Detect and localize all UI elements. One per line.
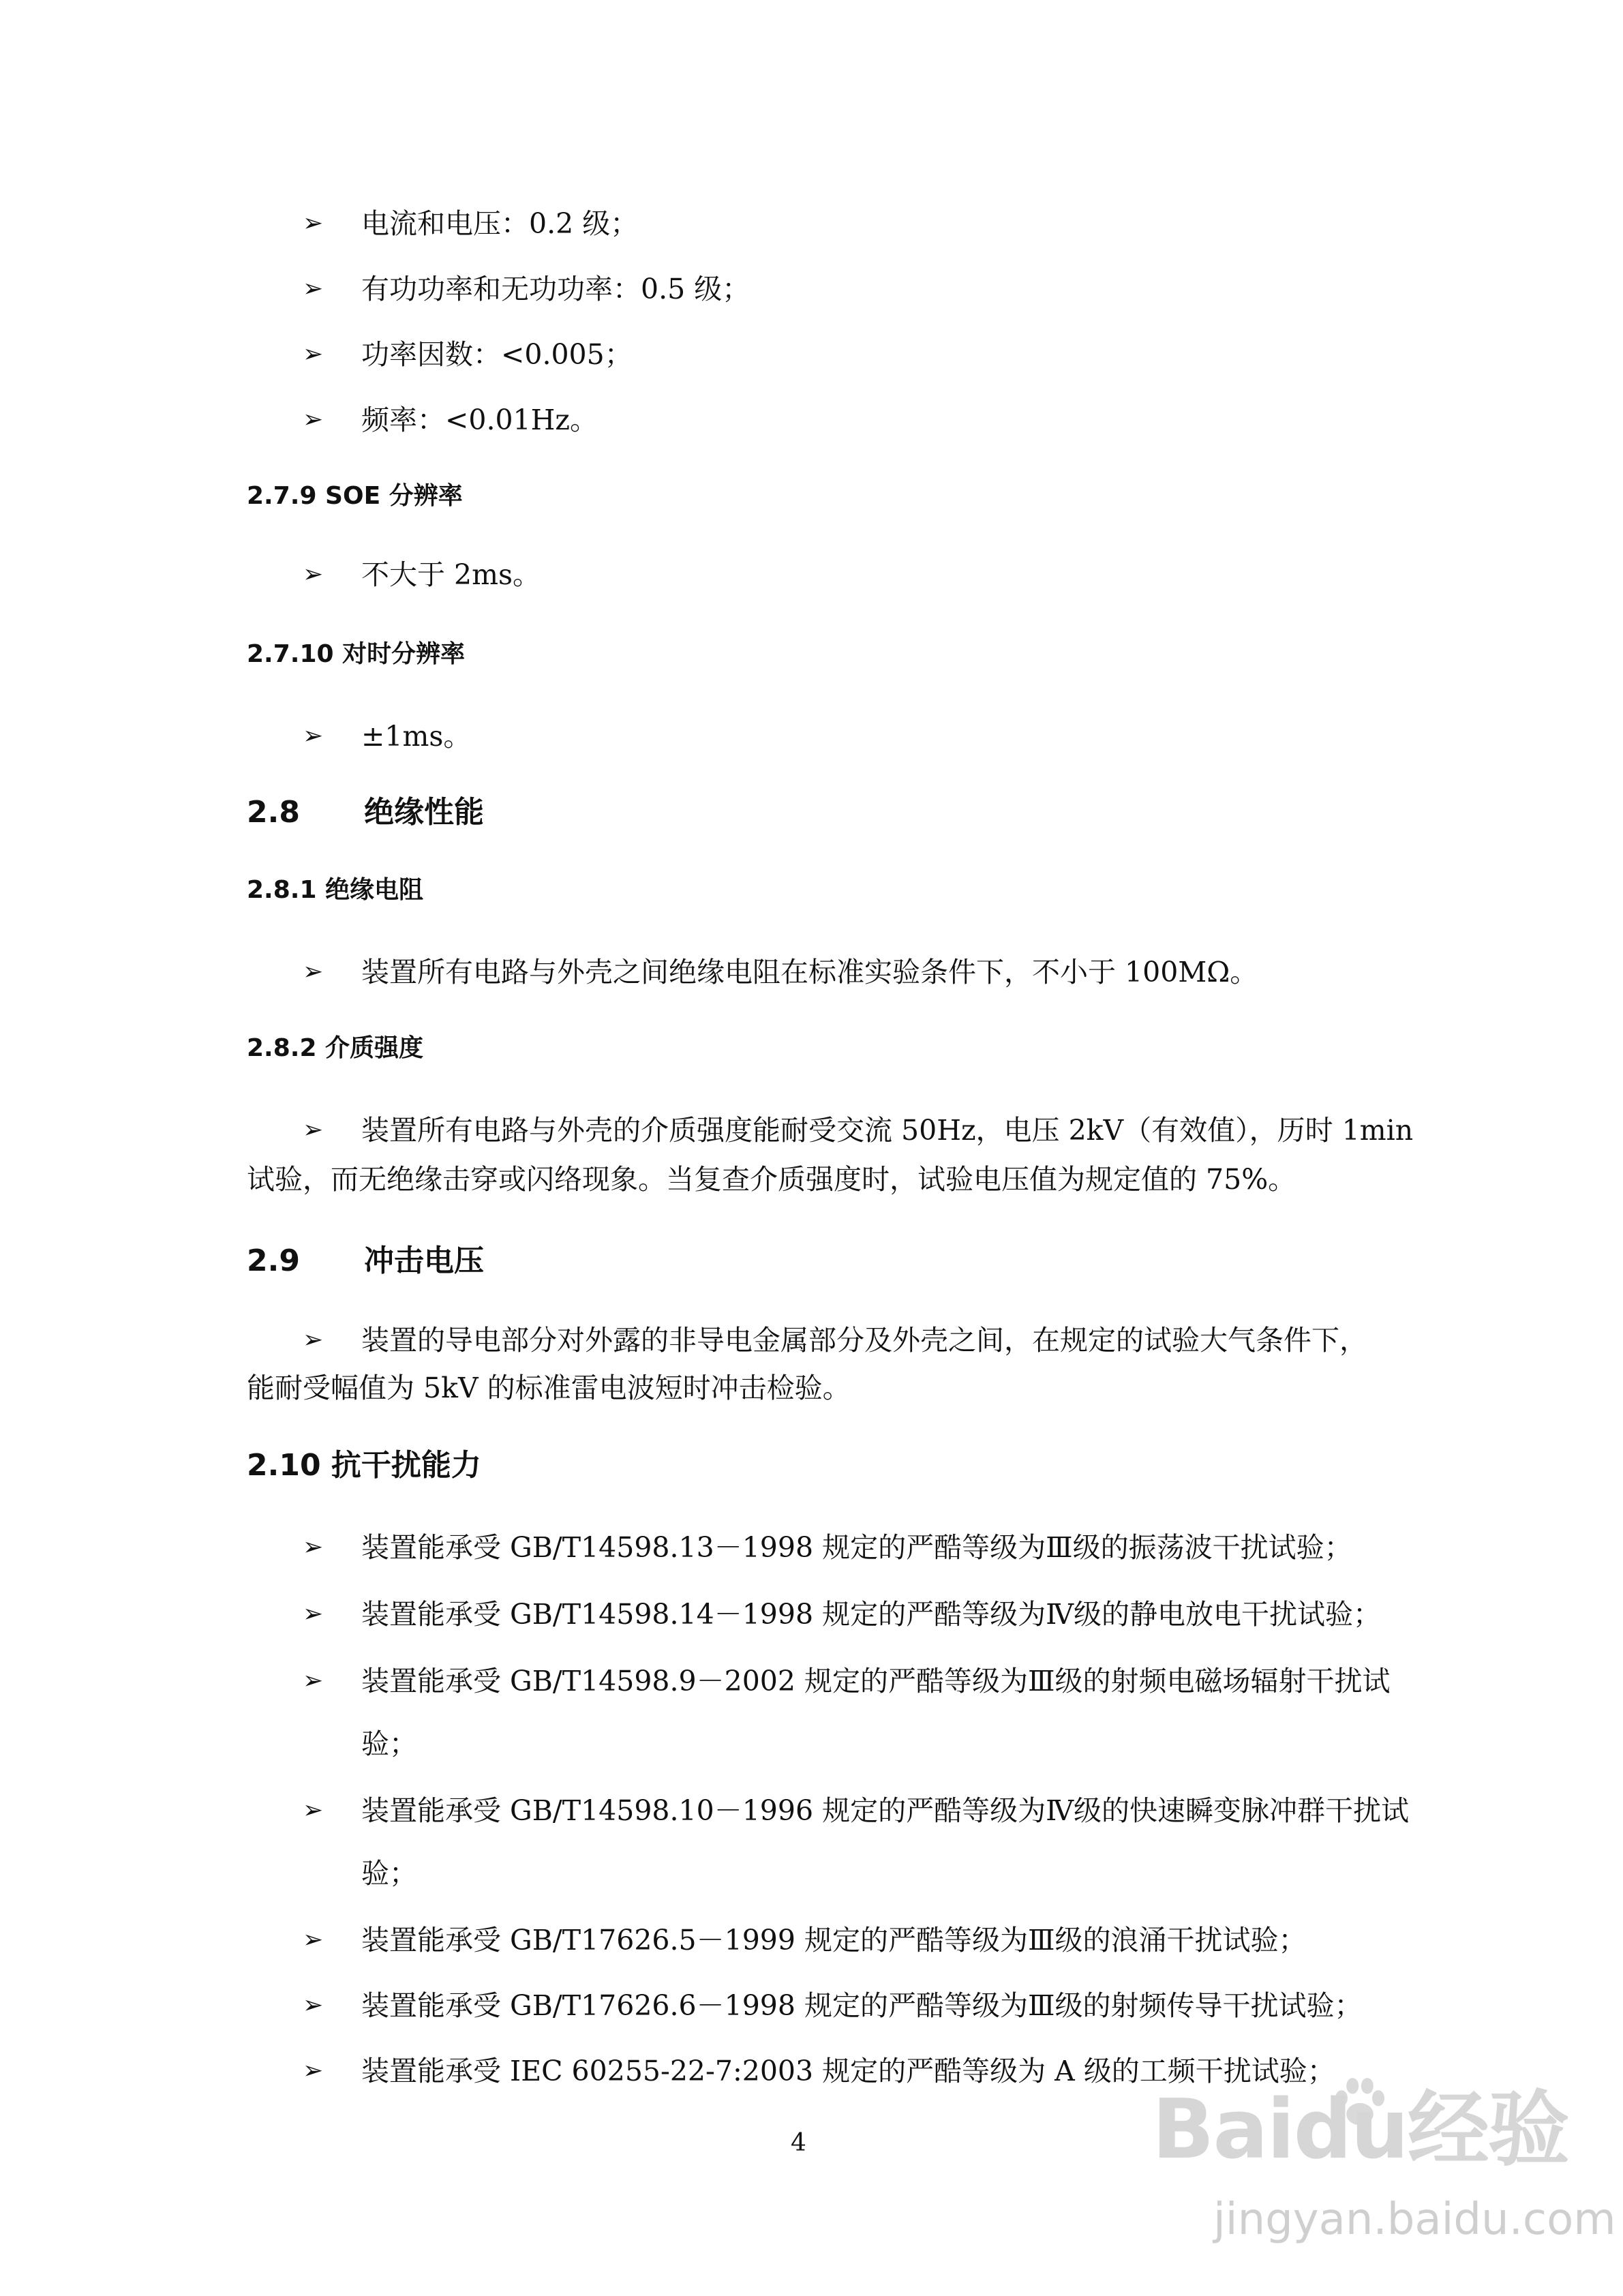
bullet-icon: ➢ [303, 275, 324, 303]
list-item: 装置能承受 IEC 60255-22-7:2003 规定的严酷等级为 A 级的工频干扰试验； [361, 2055, 1335, 2087]
watermark-url: jingyan.baidu.com [1213, 2194, 1616, 2245]
heading-2-8-2: 2.8.2 介质强度 [247, 1034, 424, 1062]
bullet-icon: ➢ [303, 1796, 324, 1824]
watermark-logo: Baidu经验 [1152, 2083, 1568, 2177]
list-item: 装置能承受 GB/T14598.10－1996 规定的严酷等级为Ⅳ级的快速瞬变脉冲群干扰试 [361, 1794, 1410, 1827]
heading-number: 2.8 [247, 795, 300, 830]
list-item: 功率因数：<0.005； [361, 338, 633, 371]
heading-2-9 [247, 1241, 484, 1282]
list-item: 有功功率和无功功率：0.5 级； [361, 273, 750, 305]
heading-title: 冲击电压 [363, 1243, 484, 1278]
paragraph-line: 试验，而无绝缘击穿或闪络现象。当复查介质强度时，试验电压值为规定值的 75%。 [247, 1163, 1296, 1196]
list-item: 不大于 2ms。 [361, 558, 541, 591]
list-item: 装置能承受 GB/T17626.5－1999 规定的严酷等级为Ⅲ级的浪涌干扰试验； [361, 1924, 1307, 1957]
bullet-icon: ➢ [303, 958, 324, 986]
list-item: 电流和电压：0.2 级； [361, 207, 639, 240]
heading-number: 2.9 [247, 1243, 300, 1278]
paragraph-line: 装置所有电路与外壳之间绝缘电阻在标准实验条件下，不小于 100MΩ。 [361, 956, 1258, 988]
list-item: 装置能承受 GB/T14598.9－2002 规定的严酷等级为Ⅲ级的射频电磁场辐射干扰试 [361, 1665, 1391, 1697]
list-item-continuation: 验； [361, 1727, 417, 1760]
bullet-icon: ➢ [303, 1533, 324, 1561]
paragraph-line: 装置所有电路与外壳的介质强度能耐受交流 50Hz，电压 2kV（有效值），历时 1min [361, 1114, 1414, 1147]
list-item: 装置能承受 GB/T14598.14－1998 规定的严酷等级为Ⅳ级的静电放电干扰试验； [361, 1598, 1382, 1631]
paragraph-line: 能耐受幅值为 5kV 的标准雷电波短时冲击检验。 [247, 1372, 851, 1404]
bullet-icon: ➢ [303, 340, 324, 368]
list-item: ±1ms。 [361, 720, 472, 753]
heading-2-10: 2.10 抗干扰能力 [247, 1448, 481, 1483]
bullet-icon: ➢ [303, 560, 324, 588]
heading-2-7-9: 2.7.9 SOE 分辨率 [247, 482, 463, 510]
heading-2-8 [247, 792, 484, 833]
heading-title: 绝缘性能 [363, 795, 484, 830]
list-item: 装置能承受 GB/T14598.13－1998 规定的严酷等级为Ⅲ级的振荡波干扰试验； [361, 1531, 1352, 1564]
baidu-watermark [1152, 2083, 1616, 2263]
bullet-icon: ➢ [303, 2057, 324, 2085]
heading-2-7-10: 2.7.10 对时分辨率 [247, 640, 466, 668]
page-number: 4 [791, 2129, 806, 2157]
bullet-icon: ➢ [303, 1991, 324, 2019]
bullet-icon: ➢ [303, 1116, 324, 1144]
bullet-icon: ➢ [303, 209, 324, 237]
paragraph-line: 装置的导电部分对外露的非导电金属部分及外壳之间，在规定的试验大气条件下， [361, 1324, 1367, 1357]
heading-2-8-1: 2.8.1 绝缘电阻 [247, 876, 424, 904]
bullet-icon: ➢ [303, 1600, 324, 1628]
bullet-icon: ➢ [303, 406, 324, 434]
bullet-icon: ➢ [303, 722, 324, 750]
list-item-continuation: 验； [361, 1857, 417, 1890]
list-item: 装置能承受 GB/T17626.6－1998 规定的严酷等级为Ⅲ级的射频传导干扰试验； [361, 1989, 1363, 2022]
bullet-icon: ➢ [303, 1667, 324, 1695]
list-item: 频率：<0.01Hz。 [361, 404, 598, 436]
bullet-icon: ➢ [303, 1926, 324, 1954]
bullet-icon: ➢ [303, 1326, 324, 1354]
